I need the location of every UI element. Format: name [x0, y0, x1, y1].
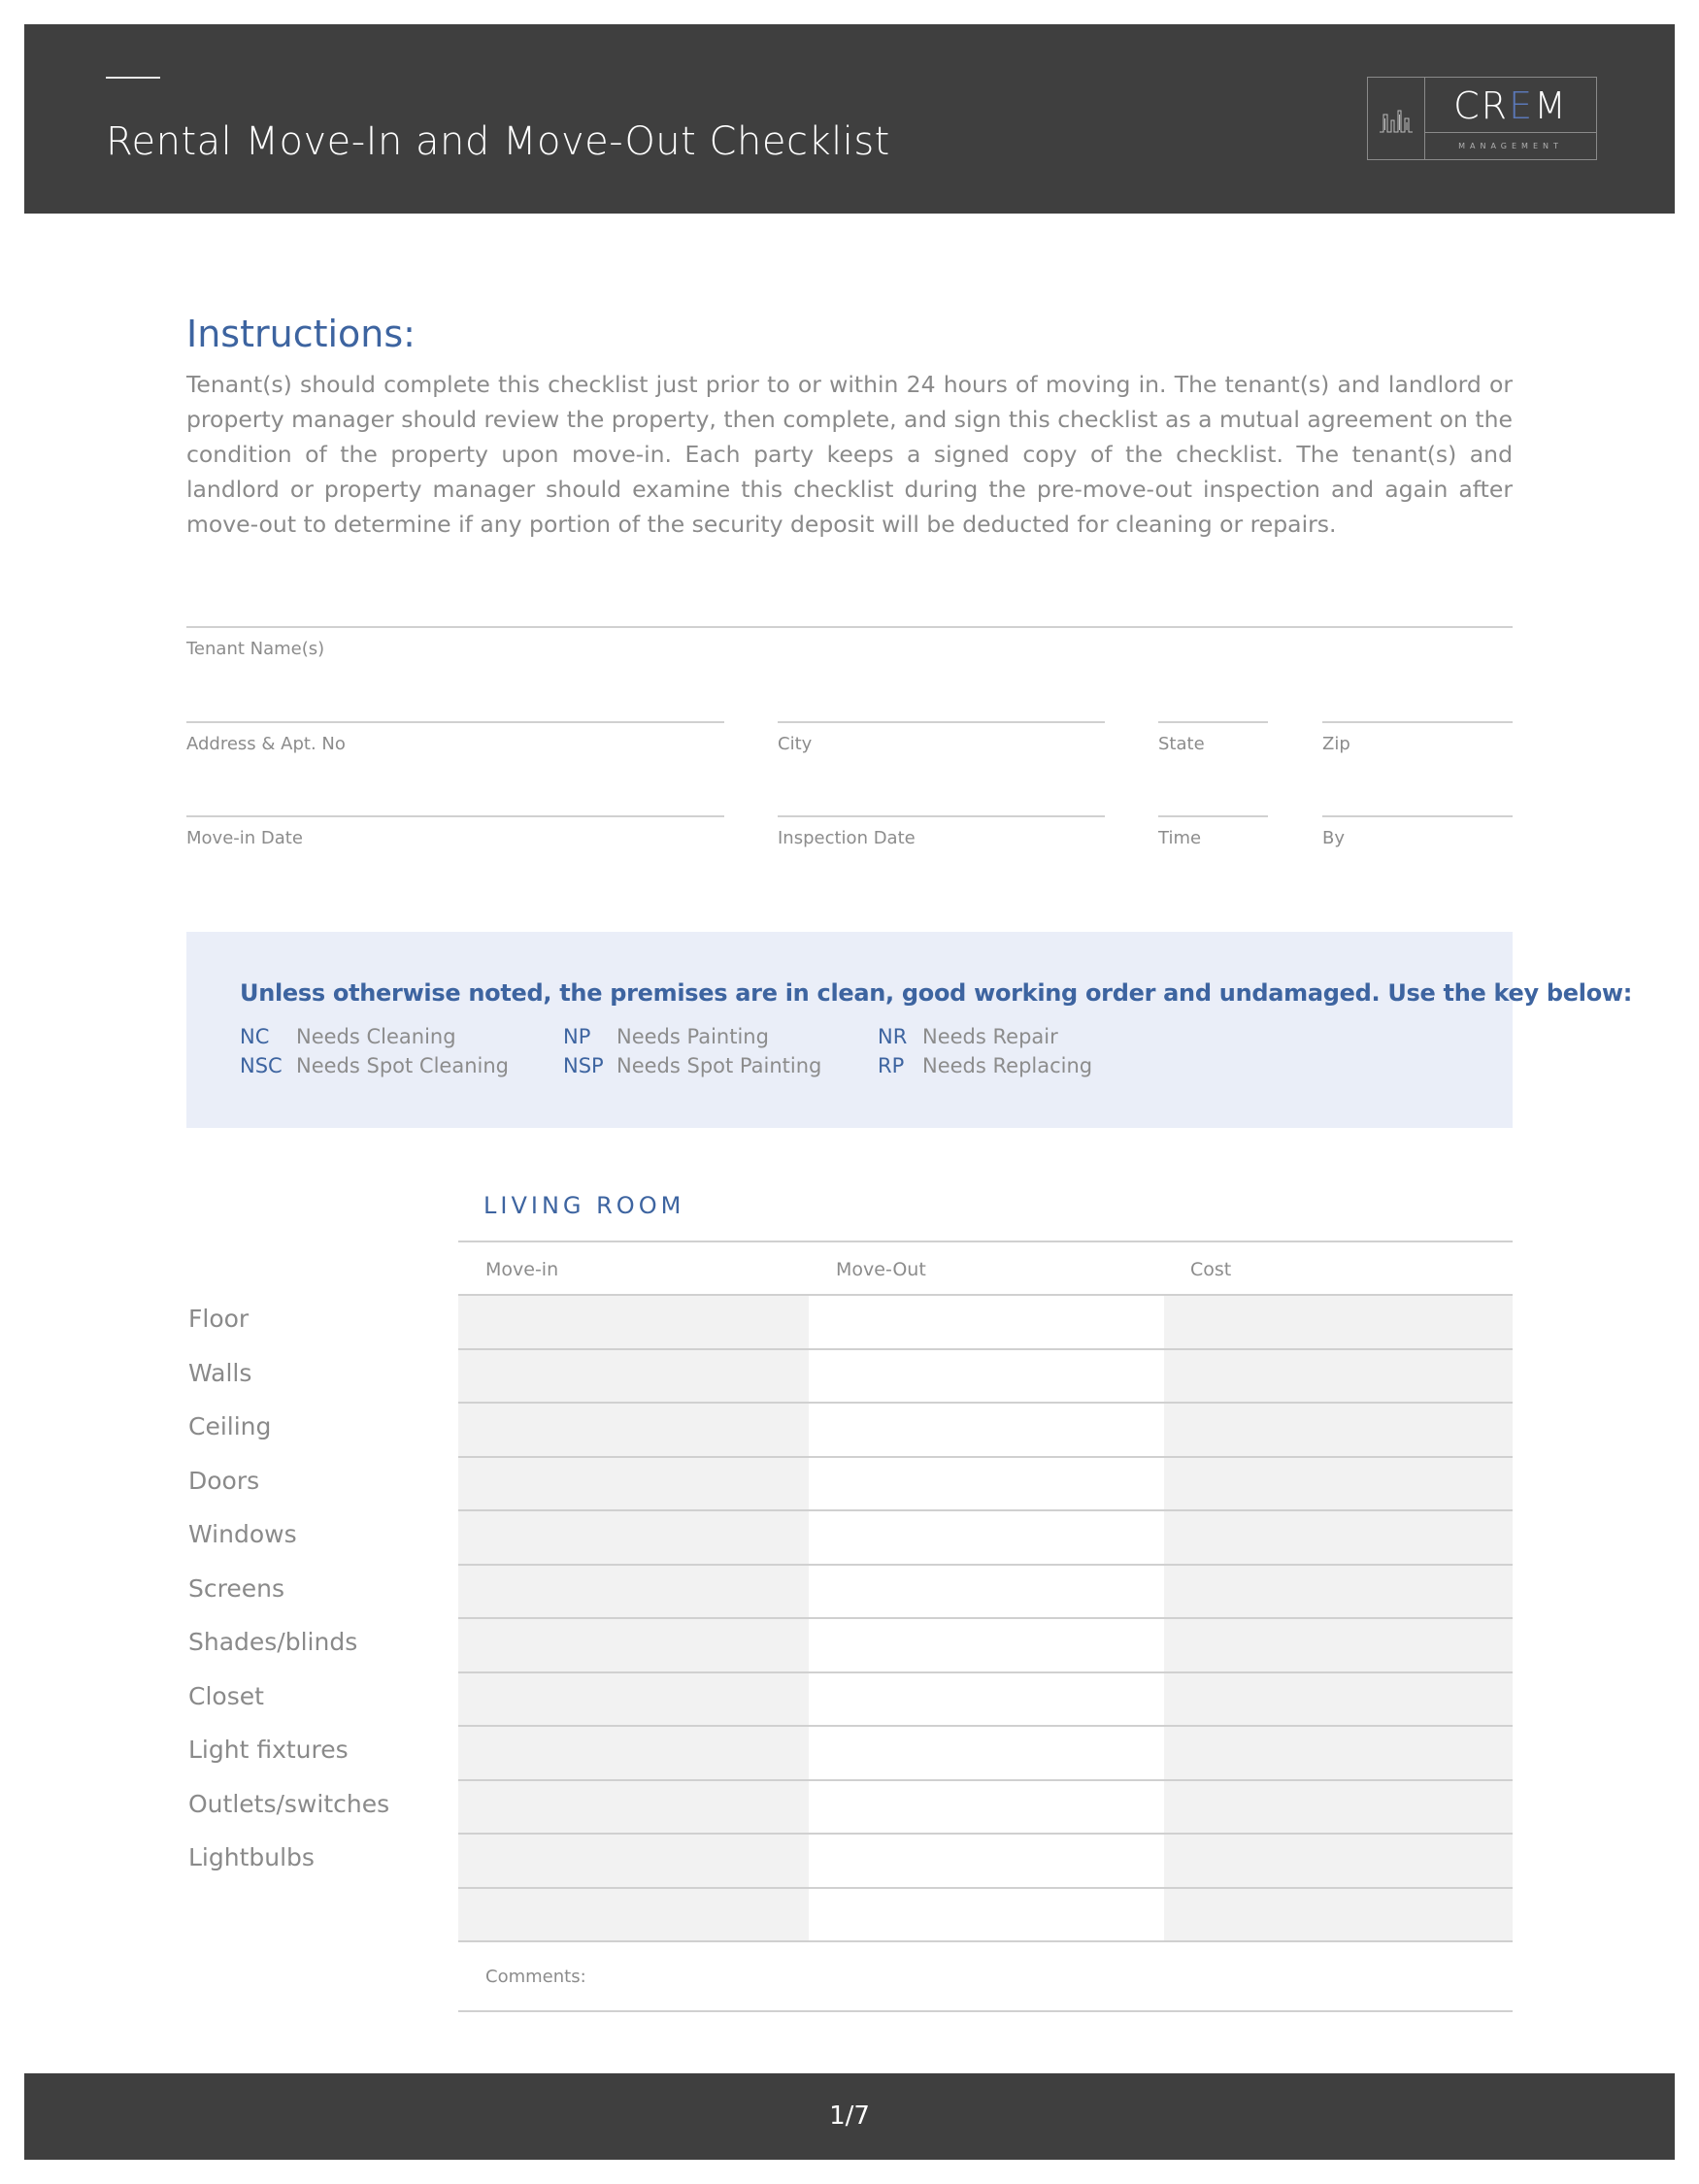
by-field[interactable] — [1322, 815, 1513, 817]
cell-move-out[interactable] — [809, 1727, 1164, 1779]
cell-move-out[interactable] — [809, 1619, 1164, 1671]
comments-label: Comments: — [485, 1967, 586, 1987]
cell-cost[interactable] — [1164, 1296, 1513, 1348]
cell-move-out[interactable] — [809, 1781, 1164, 1834]
inspection-date-label: Inspection Date — [778, 828, 916, 848]
key-item-rp: RP Needs Replacing — [878, 1054, 1093, 1077]
city-field[interactable] — [778, 721, 1105, 723]
state-field[interactable] — [1158, 721, 1268, 723]
cell-cost[interactable] — [1164, 1619, 1513, 1671]
cell-cost[interactable] — [1164, 1458, 1513, 1510]
cell-move-in[interactable] — [458, 1350, 809, 1403]
cell-cost[interactable] — [1164, 1727, 1513, 1779]
key-item-np: NP Needs Painting — [563, 1025, 769, 1048]
logo-subtitle: MANAGEMENT — [1458, 142, 1563, 150]
key-heading: Unless otherwise noted, the premises are in clean, good working order and undamaged. Use the key below: — [240, 979, 1633, 1007]
state-label: State — [1158, 734, 1205, 754]
cell-cost[interactable] — [1164, 1511, 1513, 1564]
address-label: Address & Apt. No — [186, 734, 346, 754]
cell-move-in[interactable] — [458, 1835, 809, 1887]
row-label: Shades/blinds — [188, 1628, 358, 1656]
cell-move-out[interactable] — [809, 1350, 1164, 1403]
row-label: Screens — [188, 1574, 284, 1603]
living-room-heading: LIVING ROOM — [483, 1192, 685, 1219]
cell-move-out[interactable] — [809, 1511, 1164, 1564]
key-item-nc: NC Needs Cleaning — [240, 1025, 456, 1048]
cell-move-in[interactable] — [458, 1511, 809, 1564]
row-label: Floor — [188, 1305, 250, 1333]
zip-field[interactable] — [1322, 721, 1513, 723]
cell-move-out[interactable] — [809, 1296, 1164, 1348]
cell-move-out[interactable] — [809, 1458, 1164, 1510]
tenant-names-label: Tenant Name(s) — [186, 639, 325, 659]
row-label: Windows — [188, 1520, 297, 1548]
row-label: Light fixtures — [188, 1736, 349, 1764]
key-item-nsc: NSC Needs Spot Cleaning — [240, 1054, 509, 1077]
row-label: Closet — [188, 1682, 264, 1710]
cell-cost[interactable] — [1164, 1404, 1513, 1456]
row-label: Outlets/switches — [188, 1790, 390, 1818]
cell-cost[interactable] — [1164, 1781, 1513, 1834]
page-number: 1/7 — [829, 2101, 870, 2131]
instructions-heading: Instructions: — [186, 313, 416, 355]
cell-move-in[interactable] — [458, 1566, 809, 1618]
comments-field[interactable] — [458, 2010, 1513, 2012]
cell-move-in[interactable] — [458, 1781, 809, 1834]
zip-label: Zip — [1322, 734, 1350, 754]
cell-cost[interactable] — [1164, 1835, 1513, 1887]
cell-cost[interactable] — [1164, 1673, 1513, 1726]
move-in-date-field[interactable] — [186, 815, 724, 817]
row-label: Doors — [188, 1467, 260, 1495]
time-field[interactable] — [1158, 815, 1268, 817]
instructions-text: Tenant(s) should complete this checklist just prior to or within 24 hours of moving in. The tenant(s) and landlord or property manager should review the property, then complete, and sign this checklist as a mutual agreement on the condition of the property upon move-in. Each party keeps a signed copy of the checklist. The tenant(s) and landlord or property manager should examine this checklist during the pre-move-out inspection and again after move-out to determine if any portion of the security deposit will be deducted for cleaning or repairs. — [186, 371, 1513, 538]
city-label: City — [778, 734, 813, 754]
cell-move-out[interactable] — [809, 1835, 1164, 1887]
cell-move-out[interactable] — [809, 1566, 1164, 1618]
table-top-border — [458, 1241, 1513, 1242]
cell-move-in[interactable] — [458, 1727, 809, 1779]
table-bottom-border — [458, 1940, 1513, 1942]
key-item-nr: NR Needs Repair — [878, 1025, 1058, 1048]
column-header-move-in: Move-in — [485, 1259, 559, 1280]
by-label: By — [1322, 828, 1346, 848]
cell-move-in[interactable] — [458, 1673, 809, 1726]
page-header — [24, 24, 1675, 214]
inspection-date-field[interactable] — [778, 815, 1105, 817]
cell-move-in[interactable] — [458, 1458, 809, 1510]
column-header-move-out: Move-Out — [836, 1259, 926, 1280]
cell-cost[interactable] — [1164, 1566, 1513, 1618]
cell-move-in[interactable] — [458, 1889, 809, 1941]
page-footer — [24, 2073, 1675, 2160]
move-in-date-label: Move-in Date — [186, 828, 303, 848]
logo-wordmark: CREM — [1425, 78, 1596, 133]
key-item-nsp: NSP Needs Spot Painting — [563, 1054, 822, 1077]
cell-move-in[interactable] — [458, 1619, 809, 1671]
tenant-names-field[interactable] — [186, 626, 1513, 628]
cell-cost[interactable] — [1164, 1350, 1513, 1403]
time-label: Time — [1158, 828, 1202, 848]
address-field[interactable] — [186, 721, 724, 723]
row-label: Ceiling — [188, 1412, 272, 1440]
page-title: Rental Move-In and Move-Out Checklist — [106, 119, 890, 164]
row-label: Lightbulbs — [188, 1843, 315, 1871]
cell-move-out[interactable] — [809, 1404, 1164, 1456]
cell-move-out[interactable] — [809, 1673, 1164, 1726]
row-label: Walls — [188, 1359, 252, 1387]
cell-move-in[interactable] — [458, 1404, 809, 1456]
cell-move-in[interactable] — [458, 1296, 809, 1348]
crem-logo — [1367, 77, 1597, 160]
header-dash-divider — [106, 77, 160, 79]
building-skyline-icon — [1368, 78, 1425, 159]
column-header-cost: Cost — [1190, 1259, 1232, 1280]
condition-key-box — [186, 932, 1633, 1128]
cell-move-out[interactable] — [809, 1889, 1164, 1941]
cell-cost[interactable] — [1164, 1889, 1513, 1941]
